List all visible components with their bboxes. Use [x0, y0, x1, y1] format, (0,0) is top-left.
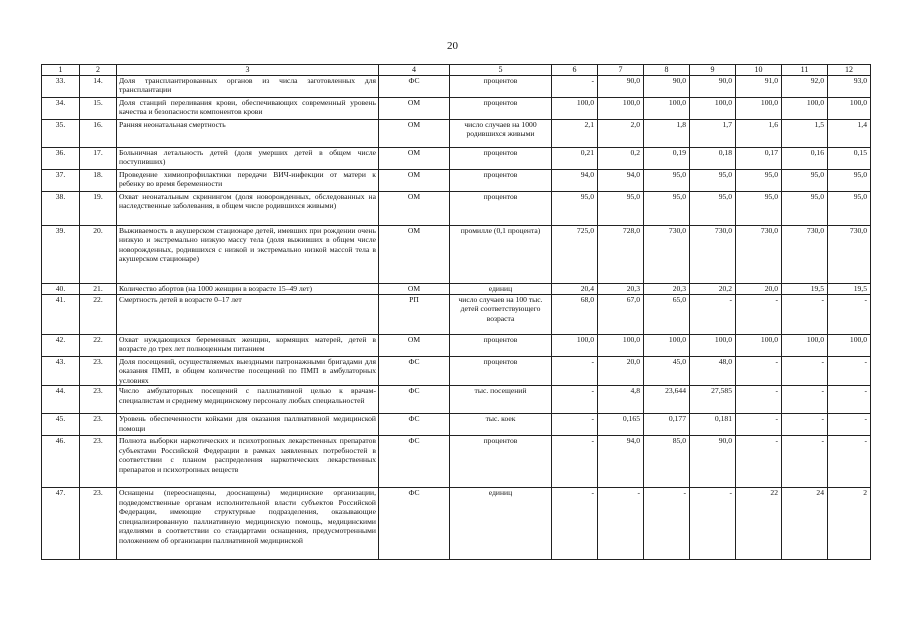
value-cell: 95,0	[736, 170, 782, 192]
responsible-cell: ФС	[379, 386, 450, 414]
responsible-cell: РП	[379, 295, 450, 335]
indicator-name-cell: Проведение химиопрофилактики передачи ВИЧ-инфекции от матери к ребенку во время беременности	[117, 170, 379, 192]
value-cell: -	[828, 414, 871, 436]
value-cell: 20,3	[644, 284, 690, 295]
task-number-cell: 14.	[80, 76, 117, 98]
table-row	[42, 414, 871, 436]
indicator-name-cell: Выживаемость в акушерском стационаре детей, имевших при рождении очень низкую и экстремально низкую массу тела (доля выживших в общем числе новорожденных, родившихся с низкой и экстремально низкой массой тела в акушерском стационаре)	[117, 226, 379, 284]
table-row	[42, 98, 871, 120]
row-number-cell: 33.	[42, 76, 80, 98]
table-row	[42, 295, 871, 335]
value-cell: -	[782, 436, 828, 488]
value-cell: 0,2	[598, 148, 644, 170]
row-number-cell: 45.	[42, 414, 80, 436]
value-cell: 95,0	[828, 170, 871, 192]
value-cell: 0,15	[828, 148, 871, 170]
column-number-cell: 3	[117, 65, 379, 76]
task-number-cell: 23.	[80, 386, 117, 414]
indicator-name-cell: Охват неонатальным скринингом (доля новорожденных, обследованных на наследственные заболевания, в общем числе родившихся живыми)	[117, 192, 379, 226]
value-cell: 100,0	[736, 98, 782, 120]
value-cell: 0,16	[782, 148, 828, 170]
column-numbers-row	[42, 65, 871, 76]
value-cell: 100,0	[828, 335, 871, 357]
value-cell: 0,165	[598, 414, 644, 436]
task-number-cell: 23.	[80, 414, 117, 436]
row-number-cell: 39.	[42, 226, 80, 284]
task-number-cell: 23.	[80, 488, 117, 560]
indicator-name-cell: Охват нуждающихся беременных женщин, кормящих матерей, детей в возрасте до трех лет полноценным питанием	[117, 335, 379, 357]
value-cell: 19,5	[782, 284, 828, 295]
value-cell: -	[552, 386, 598, 414]
row-number-cell: 40.	[42, 284, 80, 295]
row-number-cell: 38.	[42, 192, 80, 226]
unit-cell: процентов	[450, 357, 552, 386]
task-number-cell: 20.	[80, 226, 117, 284]
value-cell: 1,4	[828, 120, 871, 148]
value-cell: 20,2	[690, 284, 736, 295]
table-row	[42, 170, 871, 192]
indicator-name-cell: Уровень обеспеченности койками для оказания паллиативной медицинской помощи	[117, 414, 379, 436]
row-number-cell: 35.	[42, 120, 80, 148]
value-cell: -	[782, 295, 828, 335]
value-cell: 730,0	[782, 226, 828, 284]
value-cell: 91,0	[736, 76, 782, 98]
responsible-cell: ФС	[379, 357, 450, 386]
value-cell: 85,0	[644, 436, 690, 488]
value-cell: 20,0	[598, 357, 644, 386]
column-number-cell: 12	[828, 65, 871, 76]
value-cell: -	[782, 414, 828, 436]
unit-cell: единиц	[450, 488, 552, 560]
value-cell: 0,18	[690, 148, 736, 170]
value-cell: 27,585	[690, 386, 736, 414]
column-number-cell: 1	[42, 65, 80, 76]
indicators-table	[41, 64, 871, 560]
unit-cell: тыс. посещений	[450, 386, 552, 414]
table-row	[42, 436, 871, 488]
value-cell: 730,0	[736, 226, 782, 284]
column-number-cell: 8	[644, 65, 690, 76]
task-number-cell: 15.	[80, 98, 117, 120]
value-cell: 0,181	[690, 414, 736, 436]
value-cell: -	[598, 488, 644, 560]
value-cell: -	[736, 414, 782, 436]
table-row	[42, 226, 871, 284]
value-cell: 0,19	[644, 148, 690, 170]
column-number-cell: 5	[450, 65, 552, 76]
value-cell: -	[736, 386, 782, 414]
column-number-cell: 9	[690, 65, 736, 76]
value-cell: -	[736, 436, 782, 488]
table-row	[42, 120, 871, 148]
unit-cell: процентов	[450, 148, 552, 170]
value-cell: 100,0	[736, 335, 782, 357]
row-number-cell: 37.	[42, 170, 80, 192]
value-cell: -	[552, 436, 598, 488]
value-cell: 728,0	[598, 226, 644, 284]
unit-cell: процентов	[450, 335, 552, 357]
unit-cell: тыс. коек	[450, 414, 552, 436]
value-cell: 45,0	[644, 357, 690, 386]
responsible-cell: ФС	[379, 436, 450, 488]
indicator-name-cell: Доля посещений, осуществляемых выездными патронажными бригадами для оказания ПМП, в общем количестве посещений по ПМП в амбулаторных условиях	[117, 357, 379, 386]
value-cell: 1,7	[690, 120, 736, 148]
indicator-name-cell: Количество абортов (на 1000 женщин в возрасте 15–49 лет)	[117, 284, 379, 295]
value-cell: 0,17	[736, 148, 782, 170]
column-number-cell: 11	[782, 65, 828, 76]
unit-cell: промилле (0,1 процента)	[450, 226, 552, 284]
value-cell: -	[552, 357, 598, 386]
value-cell: 1,8	[644, 120, 690, 148]
value-cell: -	[828, 295, 871, 335]
value-cell: 19,5	[828, 284, 871, 295]
task-number-cell: 17.	[80, 148, 117, 170]
value-cell: 94,0	[552, 170, 598, 192]
table-row	[42, 148, 871, 170]
row-number-cell: 44.	[42, 386, 80, 414]
task-number-cell: 22.	[80, 295, 117, 335]
value-cell: 95,0	[690, 192, 736, 226]
value-cell: 90,0	[598, 76, 644, 98]
responsible-cell: ОМ	[379, 284, 450, 295]
value-cell: 23,644	[644, 386, 690, 414]
responsible-cell: ОМ	[379, 192, 450, 226]
value-cell: 90,0	[644, 76, 690, 98]
responsible-cell: ОМ	[379, 120, 450, 148]
responsible-cell: ОМ	[379, 98, 450, 120]
task-number-cell: 18.	[80, 170, 117, 192]
value-cell: 1,5	[782, 120, 828, 148]
value-cell: 1,6	[736, 120, 782, 148]
value-cell: 100,0	[782, 98, 828, 120]
unit-cell: процентов	[450, 76, 552, 98]
table-row	[42, 335, 871, 357]
value-cell: 95,0	[644, 192, 690, 226]
value-cell: -	[782, 357, 828, 386]
value-cell: 67,0	[598, 295, 644, 335]
value-cell: 100,0	[552, 335, 598, 357]
column-number-cell: 2	[80, 65, 117, 76]
unit-cell: число случаев на 1000 родившихся живыми	[450, 120, 552, 148]
value-cell: 20,4	[552, 284, 598, 295]
value-cell: -	[782, 386, 828, 414]
indicator-name-cell: Доля станций переливания крови, обеспечивающих современный уровень качества и безопасности компонентов крови	[117, 98, 379, 120]
value-cell: -	[552, 414, 598, 436]
value-cell: 68,0	[552, 295, 598, 335]
table-row	[42, 386, 871, 414]
value-cell: 100,0	[598, 98, 644, 120]
value-cell: 90,0	[690, 76, 736, 98]
value-cell: -	[552, 76, 598, 98]
task-number-cell: 19.	[80, 192, 117, 226]
value-cell: 100,0	[690, 335, 736, 357]
value-cell: -	[828, 357, 871, 386]
value-cell: 725,0	[552, 226, 598, 284]
responsible-cell: ФС	[379, 76, 450, 98]
column-number-cell: 7	[598, 65, 644, 76]
value-cell: -	[736, 357, 782, 386]
responsible-cell: ОМ	[379, 226, 450, 284]
row-number-cell: 42.	[42, 335, 80, 357]
value-cell: -	[736, 295, 782, 335]
unit-cell: число случаев на 100 тыс. детей соответствующего возраста	[450, 295, 552, 335]
value-cell: 22	[736, 488, 782, 560]
value-cell: 95,0	[782, 170, 828, 192]
value-cell: -	[552, 488, 598, 560]
indicator-name-cell: Полнота выборки наркотических и психотропных лекарственных препаратов субъектами Российской Федерации в рамках заявленных потребностей в соответствии с планом распределения наркотических лекарственных препаратов и психотропных веществ	[117, 436, 379, 488]
value-cell: 100,0	[828, 98, 871, 120]
task-number-cell: 16.	[80, 120, 117, 148]
value-cell: 93,0	[828, 76, 871, 98]
responsible-cell: ФС	[379, 488, 450, 560]
table-row	[42, 76, 871, 98]
value-cell: 0,21	[552, 148, 598, 170]
task-number-cell: 21.	[80, 284, 117, 295]
table-row	[42, 284, 871, 295]
value-cell: 95,0	[644, 170, 690, 192]
responsible-cell: ОМ	[379, 170, 450, 192]
value-cell: -	[828, 436, 871, 488]
value-cell: -	[828, 386, 871, 414]
indicator-name-cell: Больничная летальность детей (доля умерших детей в общем числе поступивших)	[117, 148, 379, 170]
responsible-cell: ОМ	[379, 148, 450, 170]
page-number: 20	[447, 40, 458, 52]
unit-cell: процентов	[450, 98, 552, 120]
table-row	[42, 192, 871, 226]
value-cell: 100,0	[644, 335, 690, 357]
column-number-cell: 10	[736, 65, 782, 76]
value-cell: 48,0	[690, 357, 736, 386]
value-cell: -	[644, 488, 690, 560]
table-row	[42, 357, 871, 386]
value-cell: 2	[828, 488, 871, 560]
value-cell: 92,0	[782, 76, 828, 98]
indicator-name-cell: Ранняя неонатальная смертность	[117, 120, 379, 148]
table-row	[42, 488, 871, 560]
value-cell: 20,0	[736, 284, 782, 295]
row-number-cell: 41.	[42, 295, 80, 335]
value-cell: 95,0	[736, 192, 782, 226]
value-cell: 4,8	[598, 386, 644, 414]
value-cell: 94,0	[598, 170, 644, 192]
row-number-cell: 34.	[42, 98, 80, 120]
value-cell: 100,0	[552, 98, 598, 120]
indicator-name-cell: Смертность детей в возрасте 0–17 лет	[117, 295, 379, 335]
task-number-cell: 22.	[80, 335, 117, 357]
value-cell: 90,0	[690, 436, 736, 488]
task-number-cell: 23.	[80, 436, 117, 488]
value-cell: 730,0	[644, 226, 690, 284]
task-number-cell: 23.	[80, 357, 117, 386]
responsible-cell: ОМ	[379, 335, 450, 357]
indicator-name-cell: Оснащены (переоснащены, дооснащены) медицинские организации, подведомственные органам исполнительной власти субъектов Российской Федерации, имеющие структурные подразделения, оказывающие специализированную паллиативную медицинскую помощь, медицинскими изделиями в соответствии со стандартами оснащения, предусмотренными положением об организации паллиативной медицинской	[117, 488, 379, 560]
value-cell: 20,3	[598, 284, 644, 295]
value-cell: 2,1	[552, 120, 598, 148]
indicator-name-cell: Число амбулаторных посещений с паллиативной целью к врачам-специалистам и среднему медицинскому персоналу любых специальностей	[117, 386, 379, 414]
value-cell: 100,0	[598, 335, 644, 357]
indicator-name-cell: Доля трансплантированных органов из числа заготовленных для трансплантации	[117, 76, 379, 98]
value-cell: 94,0	[598, 436, 644, 488]
value-cell: 95,0	[782, 192, 828, 226]
unit-cell: единиц	[450, 284, 552, 295]
value-cell: 100,0	[782, 335, 828, 357]
row-number-cell: 36.	[42, 148, 80, 170]
column-number-cell: 4	[379, 65, 450, 76]
value-cell: -	[690, 295, 736, 335]
value-cell: 65,0	[644, 295, 690, 335]
value-cell: 95,0	[598, 192, 644, 226]
row-number-cell: 47.	[42, 488, 80, 560]
value-cell: 95,0	[828, 192, 871, 226]
responsible-cell: ФС	[379, 414, 450, 436]
unit-cell: процентов	[450, 192, 552, 226]
value-cell: 100,0	[690, 98, 736, 120]
value-cell: 730,0	[690, 226, 736, 284]
value-cell: -	[690, 488, 736, 560]
value-cell: 730,0	[828, 226, 871, 284]
row-number-cell: 43.	[42, 357, 80, 386]
unit-cell: процентов	[450, 436, 552, 488]
value-cell: 100,0	[644, 98, 690, 120]
value-cell: 24	[782, 488, 828, 560]
unit-cell: процентов	[450, 170, 552, 192]
value-cell: 95,0	[690, 170, 736, 192]
column-number-cell: 6	[552, 65, 598, 76]
value-cell: 95,0	[552, 192, 598, 226]
value-cell: 0,177	[644, 414, 690, 436]
value-cell: 2,0	[598, 120, 644, 148]
row-number-cell: 46.	[42, 436, 80, 488]
